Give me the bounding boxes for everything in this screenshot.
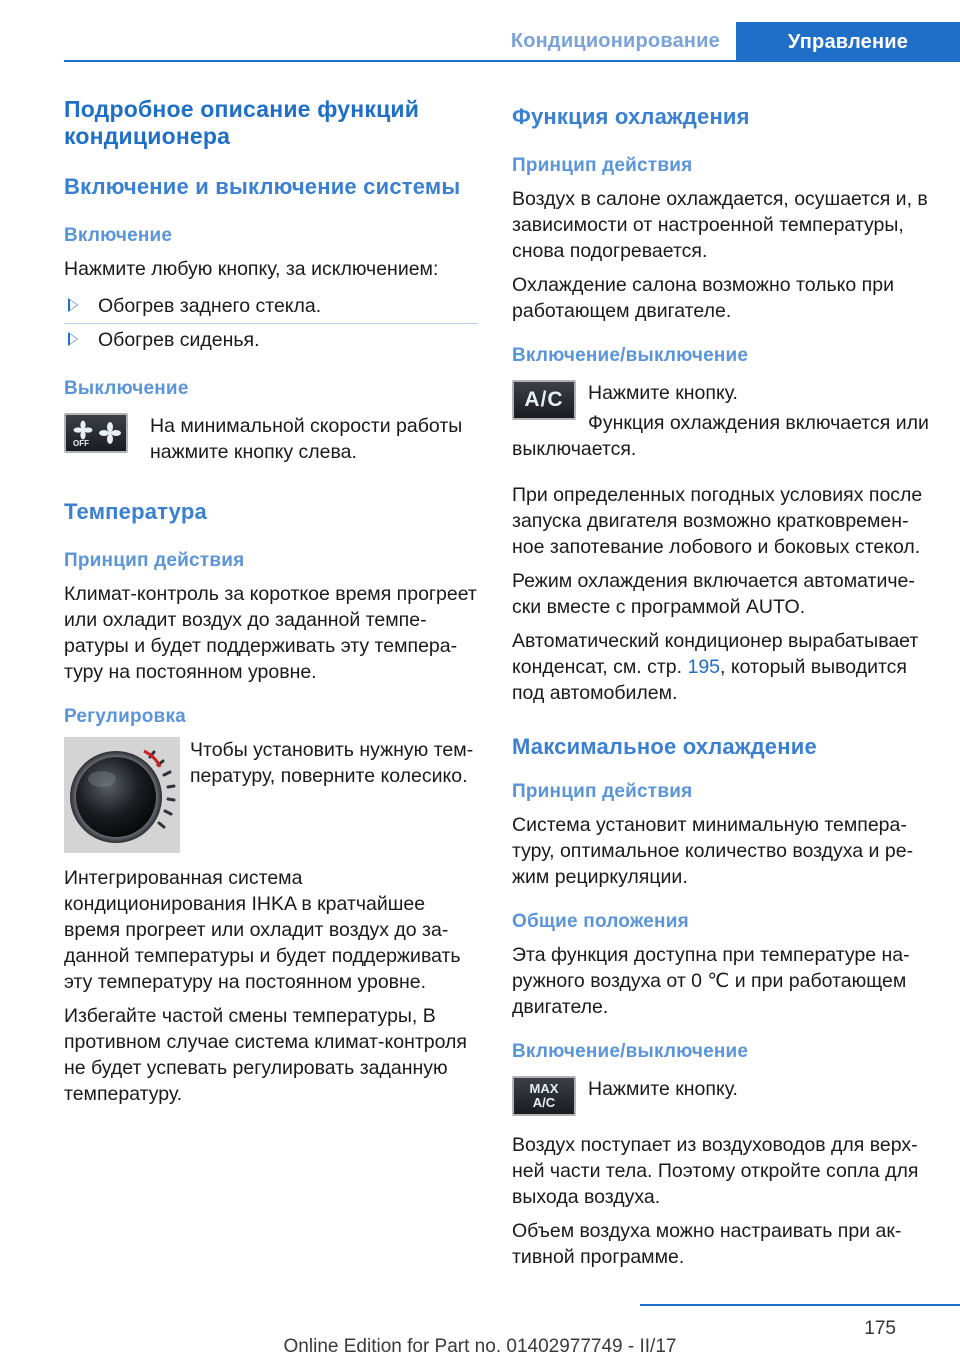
temperature-principle-text: Климат-контроль за короткое время прогреет или охладит воздух до заданной температуры и будет поддерживать эту температуру на постоянном уровне. <box>64 583 477 683</box>
max-paragraph-1: Воздух поступает из воздуховодов для верхней части тела. Поэтому откройте сопла для выхода воздуха. <box>512 1134 919 1208</box>
cooling-principle-heading: Принцип действия <box>512 155 693 176</box>
adjust-row <box>64 737 478 853</box>
temperature-paragraph-1: Интегрированная система кондиционирования IHKA в кратчайшее время прогреет или охладит воздух до заданной температуры и будет поддерживать эту температуру на постоянном уровне. <box>64 867 461 993</box>
on-heading: Включение <box>64 225 173 246</box>
off-text: На минимальной скорости работы нажмите кнопку слева. <box>150 415 463 463</box>
max-paragraph-2: Объем воздуха можно настраивать при активной программе. <box>512 1220 902 1268</box>
max-principle-heading: Принцип действия <box>512 781 693 802</box>
ac-toggle-text: Функция охлаждения включается или выключается. <box>512 412 929 460</box>
general-text: Эта функция доступна при температуре наружного воздуха от 0 ℃ и при работающем двигателе. <box>512 944 910 1018</box>
exception-list <box>64 290 478 357</box>
left-column <box>64 96 478 1107</box>
cooling-principle-text-1: Воздух в салоне охлаждается, осушается и, в зависимости от настроенной температуры, снова подогревается. <box>512 188 928 262</box>
on-text: Нажмите любую кнопку, за исключением: <box>64 258 439 280</box>
temperature-heading: Температура <box>64 499 207 524</box>
list-item: Обогрев заднего стекла. <box>64 290 478 323</box>
list-item: Обогрев сиденья. <box>64 324 478 357</box>
triangle-bullet-icon <box>68 298 78 312</box>
page-link[interactable]: 195 <box>687 656 721 678</box>
ac-button-image: A/C <box>512 380 576 420</box>
header-chapter-tab: Управление <box>736 22 960 62</box>
max-ac-button-image: MAX A/C <box>512 1076 576 1116</box>
cooling-principle-text-2: Охлаждение салона возможно только при работающем двигателе. <box>512 274 894 322</box>
max-ac-row <box>512 1076 932 1116</box>
adjust-text: Чтобы установить нужную температуру, поверните колесико. <box>190 739 474 787</box>
temperature-knob-image <box>64 737 180 853</box>
page-number: 175 <box>864 1318 896 1339</box>
cooling-heading: Функция охлаждения <box>512 104 750 129</box>
general-heading: Общие положения <box>512 911 689 932</box>
off-button-label: OFF <box>73 439 89 448</box>
temperature-principle-heading: Принцип действия <box>64 550 245 571</box>
temperature-knob-icon <box>64 737 180 853</box>
main-title: Подробное описание функций кондиционера <box>64 96 420 149</box>
ac-press-text: Нажмите кнопку. <box>588 382 738 404</box>
adjust-heading: Регулировка <box>64 706 186 727</box>
max-cooling-heading: Максимальное охлаждение <box>512 734 817 759</box>
header-section-title: Кондиционирование <box>510 30 720 52</box>
cooling-onoff-heading: Включение/выключение <box>512 345 749 366</box>
off-heading: Выключение <box>64 378 189 399</box>
triangle-bullet-icon <box>68 332 78 346</box>
footer-rule <box>640 1304 960 1306</box>
cooling-paragraph-1: При определенных погодных условиях после запуска двигателя возможно кратковременное запотевание лобового и боковых стекол. <box>512 484 923 558</box>
cooling-paragraph-3: Автоматический кондиционер вырабатывает конденсат, см. стр. 195, который выводится под автомобилем. <box>512 630 919 704</box>
page-header <box>0 0 960 62</box>
max-press-text: Нажмите кнопку. <box>588 1078 738 1100</box>
off-row <box>64 413 478 465</box>
max-principle-text: Система установит минимальную температуру, оптимальное количество воздуха и режим рециркуляции. <box>512 814 914 888</box>
cooling-paragraph-2: Режим охлаждения включается автоматически вместе с программой AUTO. <box>512 570 915 618</box>
max-onoff-heading: Включение/выключение <box>512 1041 749 1062</box>
footer-edition: Online Edition for Part no. 01402977749 - II/17 <box>283 1336 677 1357</box>
temperature-paragraph-2: Избегайте частой смены температуры, В противном случае система климат-контроля не будет успевать регулировать заданную температуру. <box>64 1005 467 1105</box>
fan-off-button-image <box>64 413 128 453</box>
onoff-heading: Включение и выключение системы <box>64 174 461 199</box>
right-column <box>512 104 932 1270</box>
header-rule <box>64 60 960 62</box>
